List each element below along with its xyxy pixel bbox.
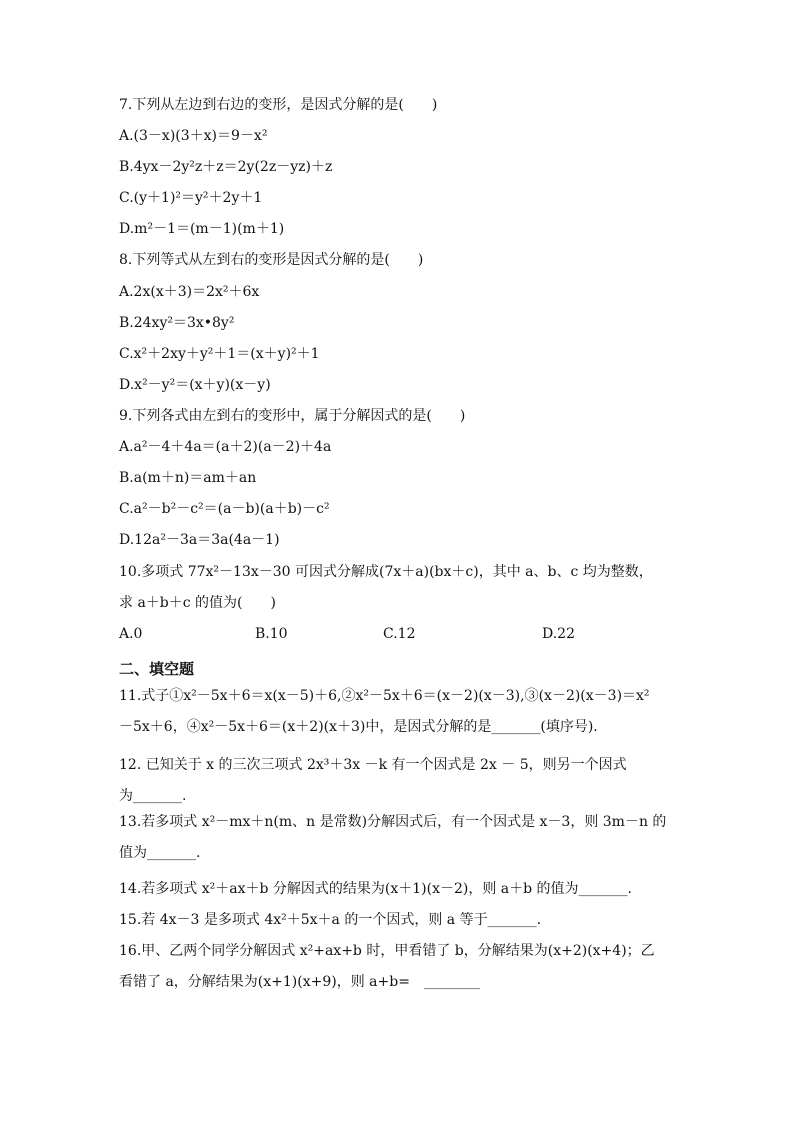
q8-option-a: A.2x(x＋3)＝2x²＋6x [119, 284, 260, 300]
q10-option-a: A.0 [119, 626, 143, 642]
q10-stem-line1: 10.多项式 77x²－13x－30 可因式分解成(7x＋a)(bx＋c)，其中 a、b、c 均为整数， [119, 564, 653, 580]
q9-option-d: D.12a²－3a＝3a(4a－1) [119, 532, 280, 548]
q10-option-d: D.22 [542, 626, 575, 642]
q14: 14.若多项式 x²＋ax＋b 分解因式的结果为(x＋1)(x－2)，则 a＋b 的值为_______. [119, 881, 632, 897]
q16-line2: 看错了 a，分解结果为(x+1)(x+9)，则 a+b= ________ [119, 974, 480, 990]
q12-line2: 为_______. [119, 788, 187, 804]
q7-option-b: B.4yx－2y²z＋z＝2y(2z－yz)＋z [119, 159, 333, 175]
q7-option-a: A.(3－x)(3＋x)＝9－x² [119, 128, 268, 144]
q8-option-c: C.x²＋2xy＋y²＋1＝(x＋y)²＋1 [119, 346, 320, 362]
q10-option-b: B.10 [255, 626, 288, 642]
q9-stem: 9.下列各式由左到右的变形中，属于分解因式的是( ) [119, 408, 466, 424]
q8-stem: 8.下列等式从左到右的变形是因式分解的是( ) [119, 252, 424, 268]
q9-option-a: A.a²－4＋4a＝(a＋2)(a－2)＋4a [119, 439, 332, 455]
q15: 15.若 4x－3 是多项式 4x²＋5x＋a 的一个因式，则 a 等于_______. [119, 912, 542, 928]
q10-stem-line2: 求 a＋b＋c 的值为( ) [119, 595, 276, 611]
section-title-fill-in: 二、填空题 [119, 660, 195, 678]
q9-option-b: B.a(m＋n)＝am＋an [119, 470, 257, 486]
q13-line1: 13.若多项式 x²－mx＋n(m、n 是常数)分解因式后，有一个因式是 x－3，则 3m－n 的 [119, 814, 667, 830]
q8-option-d: D.x²－y²＝(x＋y)(x－y) [119, 377, 271, 393]
q13-line2: 值为_______. [119, 845, 201, 861]
q7-stem: 7.下列从左边到右边的变形，是因式分解的是( ) [119, 97, 438, 113]
q10-option-c: C.12 [383, 626, 416, 642]
q16-line1: 16.甲、乙两个同学分解因式 x²+ax+b 时，甲看错了 b，分解结果为(x+2)(x+4)；乙 [119, 943, 655, 959]
q12-line1: 12. 已知关于 x 的三次三项式 2x³＋3x －k 有一个因式是 2x － 5，则另一个因式 [119, 757, 627, 773]
q11-line1: 11.式子①x²－5x＋6＝x(x－5)＋6,②x²－5x＋6＝(x－2)(x－3),③(x－2)(x－3)＝x² [119, 688, 650, 704]
q9-option-c: C.a²－b²－c²＝(a－b)(a＋b)－c² [119, 501, 330, 517]
q7-option-d: D.m²－1＝(m－1)(m＋1) [119, 221, 285, 237]
q7-option-c: C.(y＋1)²＝y²＋2y＋1 [119, 190, 263, 206]
q8-option-b: B.24xy²＝3x•8y² [119, 315, 235, 331]
q11-line2: －5x＋6，④x²－5x＋6＝(x＋2)(x＋3)中，是因式分解的是_______(填序号). [119, 719, 598, 735]
